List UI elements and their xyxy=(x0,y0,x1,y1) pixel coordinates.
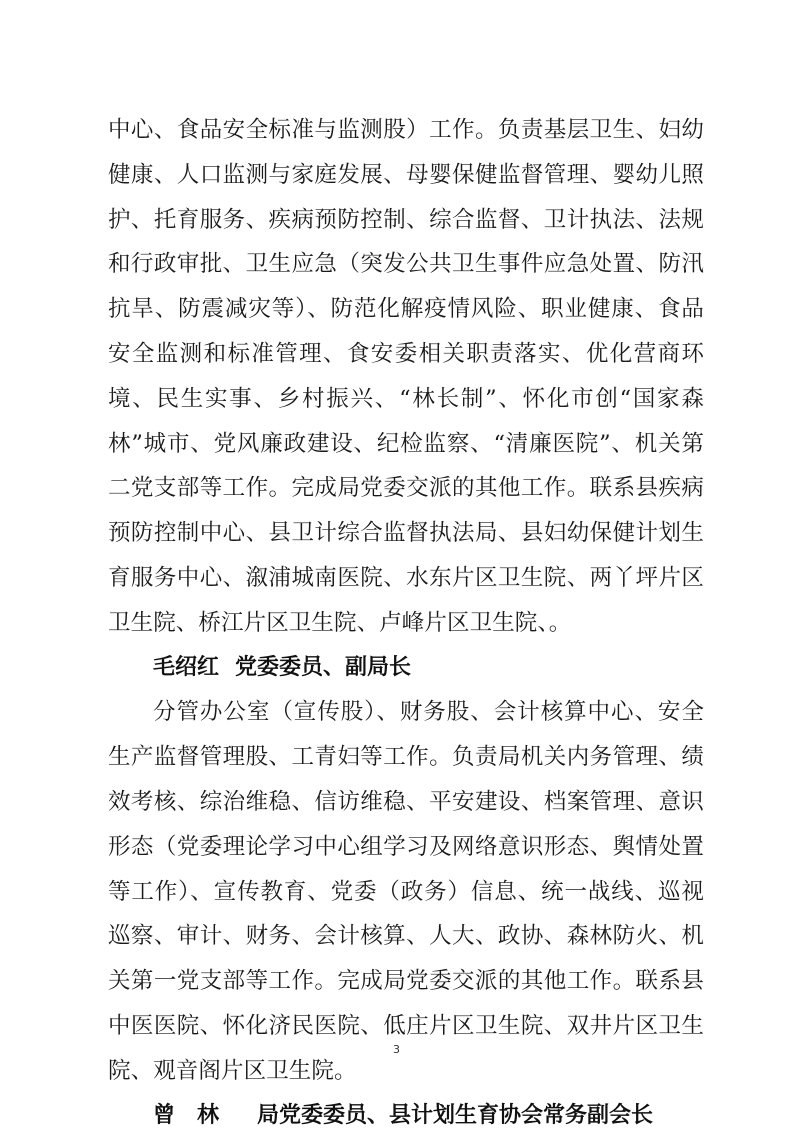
paragraph-duties-mao: 分管办公室（宣传股）、财务股、会计核算中心、安全生产监督管理股、工青妇等工作。负责局机关内务管理、绩效考核、综治维稳、信访维稳、平安建设、档案管理、意识形态（党委理论学习中心组学习及网络意识形态、舆情处置等工作）、宣传教育、党委（政务）信息、统一战线、巡视巡察、审计、财务、会计核算、人大、政协、森林防火、机关第一党支部等工作。完成局党委交派的其他工作。联系县中医医院、怀化济民医院、低庄片区卫生院、双井片区卫生院、观音阁片区卫生院。 xyxy=(108,699,704,1084)
official-title: 党委委员、副局长 xyxy=(235,654,412,680)
page-number: 3 xyxy=(393,1043,400,1056)
paragraph-duties-continued: 中心、食品安全标准与监测股）工作。负责基层卫生、妇幼健康、人口监测与家庭发展、母婴保健监督管理、婴幼儿照护、托育服务、疾病预防控制、综合监督、卫计执法、法规和行政审批、卫生应急（突发公共卫生事件应急处置、防汛抗旱、防震减灾等）、防范化解疫情风险、职业健康、食品安全监测和标准管理、食安委相关职责落实、优化营商环境、民生实事、乡村振兴、“林长制”、怀化市创“国家森林”城市、党风廉政建设、纪检监察、“清廉医院”、机关第二党支部等工作。完成局党委交派的其他工作。联系县疾病预防控制中心、县卫计综合监督执法局、县妇幼保健计划生育服务中心、溆浦城南医院、水东片区卫生院、两丫坪片区卫生院、桥江片区卫生院、卢峰片区卫生院、。 xyxy=(108,117,704,636)
official-title: 局党委委员、县计划生育协会常务副会长 xyxy=(257,1102,654,1128)
official-name: 毛绍红 xyxy=(153,654,220,680)
official-name: 曾林 xyxy=(153,1102,242,1128)
document-body xyxy=(108,108,704,1138)
official-heading-zeng xyxy=(108,1094,704,1138)
official-heading-mao xyxy=(108,646,704,691)
